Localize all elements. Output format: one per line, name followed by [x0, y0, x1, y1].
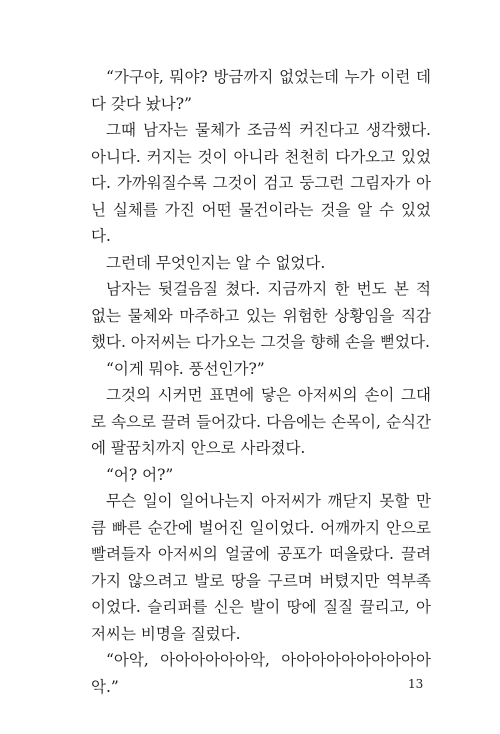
paragraph-1: “가구야, 뭐야? 방금까지 없었는데 누가 이런 데다 갖다 놨나?” [91, 68, 431, 113]
paragraph-9: “아악, 아아아아아아악, 아아아아아아아아아아악.” [91, 651, 431, 696]
paragraph-7: “어? 어?” [106, 465, 174, 484]
paragraph-3: 그런데 무엇인지는 알 수 없었다. [106, 253, 326, 272]
body-text [91, 64, 431, 700]
paragraph-6: 그것의 시커먼 표면에 닿은 아저씨의 손이 그대로 속으로 끌려 들어갔다. 다음에는 손목이, 순식간에 팔꿈치까지 안으로 사라졌다. [91, 386, 431, 457]
paragraph-8: 무슨 일이 일어나는지 아저씨가 깨닫지 못할 만큼 빠른 순간에 벌어진 일이었다. 어깨까지 안으로 빨려들자 아저씨의 얼굴에 공포가 떠올랐다. 끌려가지 않으려고 발로 땅을 구르며 버텼지만 역부족이었다. 슬리퍼를 신은 발이 땅에 질질 끌리고, 아저씨는 비명을 질렀다. [91, 492, 431, 643]
paragraph-5: “이게 뭐야. 풍선인가?” [106, 359, 265, 378]
page-number: 13 [408, 677, 424, 691]
paragraph-2: 그때 남자는 물체가 조금씩 커진다고 생각했다. 아니다. 커지는 것이 아니라 천천히 다가오고 있었다. 가까워질수록 그것이 검고 둥그런 그림자가 아닌 실체를 가진 어떤 물건이라는 것을 알 수 있었다. [91, 121, 431, 245]
paragraph-4: 남자는 뒷걸음질 쳤다. 지금까지 한 번도 본 적 없는 물체와 마주하고 있는 위험한 상황임을 직감했다. 아저씨는 다가오는 그것을 향해 손을 뻗었다. [91, 280, 431, 351]
